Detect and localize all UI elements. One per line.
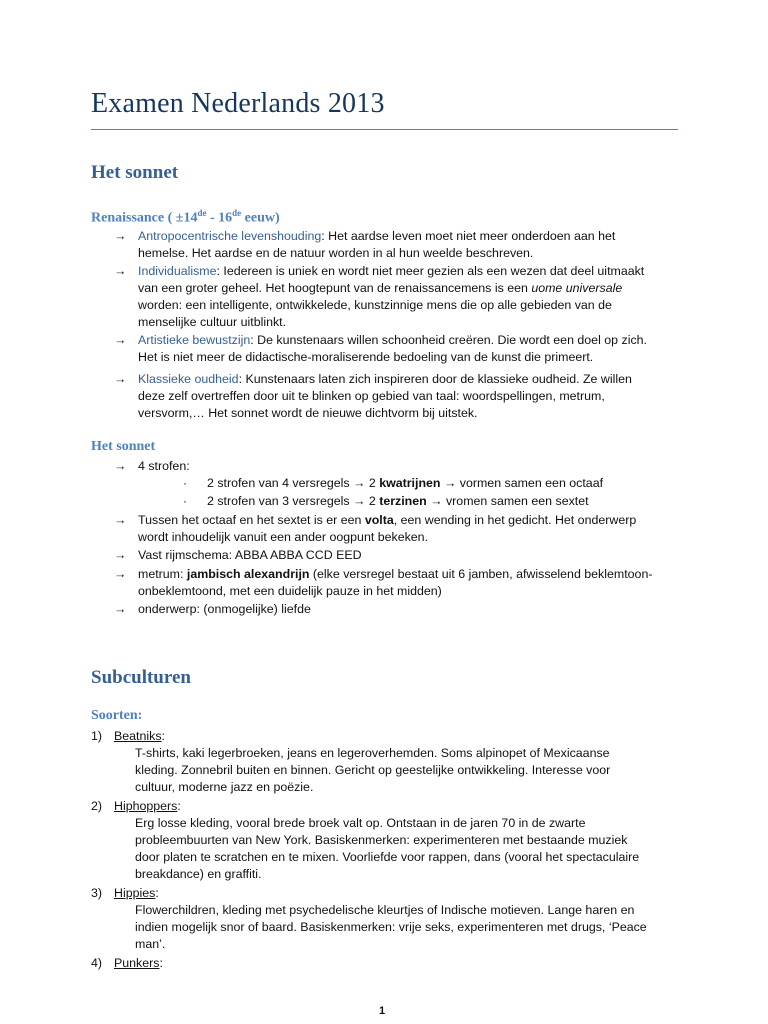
- list-item-line: kleding. Zonnebril buiten en binnen. Gericht op geestelijke ontwikkeling. Interesse voor: [135, 763, 611, 777]
- list-item-line: probleembuurten van New York. Basiskenmerken: experimenteren met bestaande muziek: [135, 833, 628, 847]
- term-volta: volta: [364, 513, 394, 527]
- arrow-icon: →: [443, 476, 457, 490]
- renaissance-text-b: - 16: [206, 210, 233, 226]
- list-item-line: [138, 566, 652, 583]
- list-item-text: : Iedereen is uniek en wordt niet meer gezien als een wezen dat deel uitmaakt: [216, 264, 645, 278]
- renaissance-sup-b: de: [232, 208, 242, 218]
- name-beatniks: Beatniks: [114, 729, 162, 743]
- list-item-line: indien mogelijk snor of baard. Basiskenmerken: vrije seks, experimenteren met drugs, ‘Peace: [135, 920, 647, 934]
- arrow-icon: →: [114, 229, 127, 243]
- italic-term: uome universale: [531, 281, 623, 295]
- text: :: [177, 799, 181, 813]
- document-title: Examen Nederlands 2013: [91, 88, 385, 119]
- bullet-icon: ·: [183, 476, 187, 490]
- text: :: [161, 729, 165, 743]
- subheading-renaissance: [91, 208, 280, 227]
- arrow-icon: →: [114, 567, 127, 581]
- title-underline: [91, 129, 678, 130]
- text: vormen samen een octaaf: [456, 476, 604, 490]
- arrow-icon: →: [114, 372, 127, 386]
- arrow-icon: →: [353, 476, 366, 490]
- list-number: 3): [91, 886, 103, 900]
- list-number: 4): [91, 956, 103, 970]
- arrow-icon: →: [114, 264, 127, 278]
- list-item-text: van een groter geheel. Het hoogtepunt van de renaissancemens is een: [138, 281, 532, 295]
- subheading-soorten: Soorten:: [91, 708, 143, 723]
- list-item-text: : Het aardse leven moet niet meer onderdoen aan het: [321, 229, 616, 243]
- text: metrum:: [138, 567, 187, 581]
- list-item-line: menselijke cultuur uitblinkt.: [138, 315, 287, 329]
- text: 2 strofen van 3 versregels: [207, 494, 354, 508]
- list-item-name: [114, 955, 163, 972]
- list-item-line: onderwerp: (onmogelijke) liefde: [138, 602, 311, 616]
- list-item-line: Het is niet meer de didactische-moraliserende bedoeling van de kunst die primeert.: [138, 350, 594, 364]
- list-item-line: [138, 280, 622, 297]
- name-hippies: Hippies: [114, 886, 156, 900]
- arrow-icon: →: [114, 459, 127, 473]
- name-punkers: Punkers: [114, 956, 160, 970]
- list-item-line: deze zelf overtreffen door uit te blinken op gebied van taal: woordspellingen, metrum,: [138, 389, 605, 403]
- arrow-icon: →: [114, 513, 127, 527]
- list-item-line: onbeklemtoond, met een duidelijk pauze in het midden): [138, 584, 442, 598]
- list-item-line: [138, 512, 636, 529]
- bullet-icon: ·: [183, 494, 187, 508]
- list-item-text: : Kunstenaars laten zich inspireren door de klassieke oudheid. Ze willen: [238, 372, 632, 386]
- list-number: 1): [91, 729, 103, 743]
- list-item-line: T-shirts, kaki legerbroeken, jeans en legeroverhemden. Soms alpinopet of Mexicaanse: [135, 746, 610, 760]
- list-item-line: Erg losse kleding, vooral brede broek valt op. Ontstaan in de jaren 70 in de zwarte: [135, 816, 586, 830]
- text: vromen samen een sextet: [442, 494, 589, 508]
- term-klassieke: Klassieke oudheid: [138, 372, 239, 386]
- list-item-name: [114, 728, 165, 745]
- list-item-name: [114, 885, 159, 902]
- arrow-icon: →: [114, 602, 127, 616]
- section-heading-het-sonnet: Het sonnet: [91, 162, 179, 183]
- section-heading-subculturen: Subculturen: [91, 667, 191, 688]
- list-item-line: cultuur, moderne jazz en poëzie.: [135, 780, 314, 794]
- page-number: 1: [379, 1005, 386, 1017]
- list-item-line: [138, 371, 632, 388]
- text: Tussen het octaaf en het sextet is er een: [138, 513, 365, 527]
- arrow-icon: →: [114, 548, 127, 562]
- bullet-line: [207, 475, 603, 492]
- term-antropocentrische: Antropocentrische levenshouding: [138, 229, 322, 243]
- list-item-line: breakdance) en graffiti.: [135, 867, 262, 881]
- text: 2: [365, 476, 380, 490]
- list-item-line: Flowerchildren, kleding met psychedelische kleurtjes of Indische motieven. Lange haren en: [135, 903, 635, 917]
- list-item-line: door platen te scratchen en te mixen. Voorliefde voor rappen, dans (vooral het spectaculaire: [135, 850, 640, 864]
- text: 2 strofen van 4 versregels: [207, 476, 354, 490]
- renaissance-text-a: Renaissance ( ±14: [91, 210, 198, 226]
- arrow-icon: →: [430, 494, 443, 508]
- list-item-line: 4 strofen:: [138, 459, 190, 473]
- name-hiphoppers: Hiphoppers: [114, 799, 178, 813]
- list-item-text: : De kunstenaars willen schoonheid creëren. Die wordt een doel op zich.: [250, 333, 647, 347]
- list-number: 2): [91, 799, 103, 813]
- list-item-line: [138, 263, 644, 280]
- list-item-line: versvorm,… Het sonnet wordt de nieuwe dichtvorm bij uitstek.: [138, 406, 478, 420]
- term-terzinen: terzinen: [379, 494, 427, 508]
- term-kwatrijnen: kwatrijnen: [379, 476, 441, 490]
- list-item-line: worden: een intelligente, ontwikkelede, kunstzinnige mens die op alle gebieden van de: [138, 298, 612, 312]
- text: (elke versregel bestaat uit 6 jamben, afwisselend beklemtoon-: [309, 567, 653, 581]
- list-item-name: [114, 798, 181, 815]
- text: :: [155, 886, 159, 900]
- text: :: [159, 956, 163, 970]
- list-item-line: man’.: [135, 937, 166, 951]
- renaissance-text-c: eeuw): [241, 210, 280, 226]
- term-individualisme: Individualisme: [138, 264, 217, 278]
- renaissance-sup-a: de: [197, 208, 207, 218]
- bullet-line: [207, 493, 589, 510]
- list-item-line: hemelse. Het aardse en de natuur worden in al hun weelde beschreven.: [138, 246, 534, 260]
- subheading-het-sonnet: Het sonnet: [91, 439, 156, 454]
- arrow-icon: →: [353, 494, 366, 508]
- text: , een wending in het gedicht. Het onderwerp: [393, 513, 637, 527]
- list-item-line: [138, 332, 647, 349]
- arrow-icon: →: [114, 333, 127, 347]
- list-item-line: Vast rijmschema: ABBA ABBA CCD EED: [138, 548, 362, 562]
- list-item-line: wordt inhoudelijk vanuit een ander oogpunt bekeken.: [138, 530, 429, 544]
- term-jambisch: jambisch alexandrijn: [186, 567, 310, 581]
- text: 2: [365, 494, 380, 508]
- list-item-line: [138, 228, 615, 245]
- term-artistieke: Artistieke bewustzijn: [138, 333, 251, 347]
